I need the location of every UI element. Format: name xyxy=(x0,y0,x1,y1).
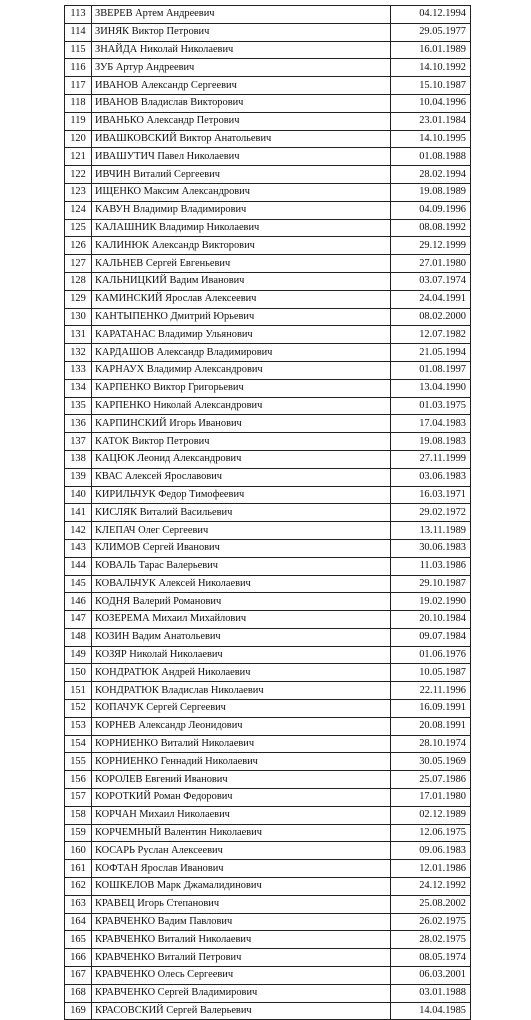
row-number-cell: 144 xyxy=(65,557,92,575)
birth-date-cell: 09.07.1984 xyxy=(391,628,471,646)
row-number-cell: 137 xyxy=(65,433,92,451)
table-row xyxy=(65,753,471,771)
full-name-cell: КОРОЛЕВ Евгений Иванович xyxy=(92,771,391,789)
full-name-cell: КОВАЛЬЧУК Алексей Николаевич xyxy=(92,575,391,593)
row-number-cell: 155 xyxy=(65,753,92,771)
birth-date-cell: 30.05.1969 xyxy=(391,753,471,771)
table-row xyxy=(65,895,471,913)
birth-date-cell: 03.07.1974 xyxy=(391,272,471,290)
row-number-cell: 133 xyxy=(65,361,92,379)
row-number-cell: 156 xyxy=(65,771,92,789)
table-row xyxy=(65,1002,471,1020)
row-number-cell: 168 xyxy=(65,984,92,1002)
row-number-cell: 162 xyxy=(65,878,92,896)
row-number-cell: 153 xyxy=(65,717,92,735)
full-name-cell: КОВАЛЬ Тарас Валерьевич xyxy=(92,557,391,575)
full-name-cell: КОРНЕВ Александр Леонидович xyxy=(92,717,391,735)
full-name-cell: КОРЧАН Михаил Николаевич xyxy=(92,806,391,824)
table-row xyxy=(65,931,471,949)
row-number-cell: 122 xyxy=(65,166,92,184)
row-number-cell: 116 xyxy=(65,59,92,77)
full-name-cell: КОПАЧУК Сергей Сергеевич xyxy=(92,700,391,718)
birth-date-cell: 13.04.1990 xyxy=(391,379,471,397)
birth-date-cell: 27.11.1999 xyxy=(391,450,471,468)
row-number-cell: 117 xyxy=(65,77,92,95)
full-name-cell: КОРНИЕНКО Виталий Николаевич xyxy=(92,735,391,753)
table-row xyxy=(65,806,471,824)
row-number-cell: 121 xyxy=(65,148,92,166)
birth-date-cell: 29.10.1987 xyxy=(391,575,471,593)
birth-date-cell: 27.01.1980 xyxy=(391,255,471,273)
full-name-cell: ЗНАЙДА Николай Николаевич xyxy=(92,41,391,59)
full-name-cell: ИВАШКОВСКИЙ Виктор Анатольевич xyxy=(92,130,391,148)
table-row xyxy=(65,183,471,201)
full-name-cell: ЗИНЯК Виктор Петрович xyxy=(92,23,391,41)
birth-date-cell: 28.02.1994 xyxy=(391,166,471,184)
row-number-cell: 165 xyxy=(65,931,92,949)
row-number-cell: 119 xyxy=(65,112,92,130)
full-name-cell: ИВАНОВ Александр Сергеевич xyxy=(92,77,391,95)
table-row xyxy=(65,272,471,290)
table-row xyxy=(65,771,471,789)
row-number-cell: 149 xyxy=(65,646,92,664)
full-name-cell: КАЦЮК Леонид Александрович xyxy=(92,450,391,468)
row-number-cell: 126 xyxy=(65,237,92,255)
table-row xyxy=(65,664,471,682)
row-number-cell: 158 xyxy=(65,806,92,824)
row-number-cell: 161 xyxy=(65,860,92,878)
table-row xyxy=(65,984,471,1002)
birth-date-cell: 01.08.1997 xyxy=(391,361,471,379)
birth-date-cell: 22.11.1996 xyxy=(391,682,471,700)
row-number-cell: 123 xyxy=(65,183,92,201)
birth-date-cell: 03.01.1988 xyxy=(391,984,471,1002)
birth-date-cell: 28.10.1974 xyxy=(391,735,471,753)
row-number-cell: 132 xyxy=(65,344,92,362)
birth-date-cell: 16.03.1971 xyxy=(391,486,471,504)
birth-date-cell: 19.08.1989 xyxy=(391,183,471,201)
row-number-cell: 141 xyxy=(65,504,92,522)
table-row xyxy=(65,148,471,166)
birth-date-cell: 12.07.1982 xyxy=(391,326,471,344)
table-row xyxy=(65,344,471,362)
birth-date-cell: 17.01.1980 xyxy=(391,789,471,807)
table-row xyxy=(65,789,471,807)
row-number-cell: 143 xyxy=(65,539,92,557)
birth-date-cell: 01.03.1975 xyxy=(391,397,471,415)
table-row xyxy=(65,450,471,468)
table-row xyxy=(65,593,471,611)
row-number-cell: 134 xyxy=(65,379,92,397)
birth-date-cell: 30.06.1983 xyxy=(391,539,471,557)
table-row xyxy=(65,6,471,24)
table-row xyxy=(65,967,471,985)
table-row xyxy=(65,717,471,735)
birth-date-cell: 24.12.1992 xyxy=(391,878,471,896)
table-row xyxy=(65,878,471,896)
full-name-cell: КРАВЕЦ Игорь Степанович xyxy=(92,895,391,913)
row-number-cell: 113 xyxy=(65,6,92,24)
table-row xyxy=(65,201,471,219)
birth-date-cell: 17.04.1983 xyxy=(391,415,471,433)
table-row xyxy=(65,824,471,842)
birth-date-cell: 13.11.1989 xyxy=(391,522,471,540)
full-name-cell: КОЗИН Вадим Анатольевич xyxy=(92,628,391,646)
birth-date-cell: 01.08.1988 xyxy=(391,148,471,166)
table-row xyxy=(65,361,471,379)
birth-date-cell: 11.03.1986 xyxy=(391,557,471,575)
full-name-cell: КАТОК Виктор Петрович xyxy=(92,433,391,451)
table-row xyxy=(65,949,471,967)
row-number-cell: 148 xyxy=(65,628,92,646)
full-name-cell: ИВАНЬКО Александр Петрович xyxy=(92,112,391,130)
birth-date-cell: 19.02.1990 xyxy=(391,593,471,611)
row-number-cell: 129 xyxy=(65,290,92,308)
full-name-cell: КРАВЧЕНКО Олесь Сергеевич xyxy=(92,967,391,985)
full-name-cell: КИСЛЯК Виталий Васильевич xyxy=(92,504,391,522)
row-number-cell: 125 xyxy=(65,219,92,237)
full-name-cell: КОЗЕРЕМА Михаил Михайлович xyxy=(92,611,391,629)
full-name-cell: КАРПИНСКИЙ Игорь Иванович xyxy=(92,415,391,433)
full-name-cell: КАНТЫПЕНКО Дмитрий Юрьевич xyxy=(92,308,391,326)
birth-date-cell: 25.07.1986 xyxy=(391,771,471,789)
full-name-cell: КАЛЬНЕВ Сергей Евгеньевич xyxy=(92,255,391,273)
row-number-cell: 142 xyxy=(65,522,92,540)
birth-date-cell: 08.02.2000 xyxy=(391,308,471,326)
table-row xyxy=(65,77,471,95)
full-name-cell: ЗВЕРЕВ Артем Андреевич xyxy=(92,6,391,24)
table-row xyxy=(65,290,471,308)
row-number-cell: 169 xyxy=(65,1002,92,1020)
table-row xyxy=(65,23,471,41)
full-name-cell: КВАС Алексей Ярославович xyxy=(92,468,391,486)
full-name-cell: КИРИЛЬЧУК Федор Тимофеевич xyxy=(92,486,391,504)
full-name-cell: КОШКЕЛОВ Марк Джамалидинович xyxy=(92,878,391,896)
full-name-cell: КРАВЧЕНКО Виталий Петрович xyxy=(92,949,391,967)
birth-date-cell: 16.09.1991 xyxy=(391,700,471,718)
birth-date-cell: 24.04.1991 xyxy=(391,290,471,308)
table-row xyxy=(65,326,471,344)
row-number-cell: 145 xyxy=(65,575,92,593)
table-row xyxy=(65,379,471,397)
birth-date-cell: 19.08.1983 xyxy=(391,433,471,451)
row-number-cell: 159 xyxy=(65,824,92,842)
table-row xyxy=(65,130,471,148)
full-name-cell: ЗУБ Артур Андреевич xyxy=(92,59,391,77)
full-name-cell: КАЛАШНИК Владимир Николаевич xyxy=(92,219,391,237)
table-row xyxy=(65,94,471,112)
table-row xyxy=(65,646,471,664)
table-row xyxy=(65,735,471,753)
row-number-cell: 154 xyxy=(65,735,92,753)
full-name-cell: КОРЧЕМНЫЙ Валентин Николаевич xyxy=(92,824,391,842)
full-name-cell: КАРПЕНКО Виктор Григорьевич xyxy=(92,379,391,397)
row-number-cell: 136 xyxy=(65,415,92,433)
birth-date-cell: 12.06.1975 xyxy=(391,824,471,842)
table-row xyxy=(65,41,471,59)
table-row xyxy=(65,682,471,700)
row-number-cell: 152 xyxy=(65,700,92,718)
table-row xyxy=(65,842,471,860)
row-number-cell: 139 xyxy=(65,468,92,486)
birth-date-cell: 21.05.1994 xyxy=(391,344,471,362)
birth-date-cell: 28.02.1975 xyxy=(391,931,471,949)
birth-date-cell: 16.01.1989 xyxy=(391,41,471,59)
row-number-cell: 140 xyxy=(65,486,92,504)
table-row xyxy=(65,468,471,486)
birth-date-cell: 25.08.2002 xyxy=(391,895,471,913)
full-name-cell: КАРПЕНКО Николай Александрович xyxy=(92,397,391,415)
birth-date-cell: 06.03.2001 xyxy=(391,967,471,985)
birth-date-cell: 08.05.1974 xyxy=(391,949,471,967)
full-name-cell: КОРОТКИЙ Роман Федорович xyxy=(92,789,391,807)
table-row xyxy=(65,255,471,273)
full-name-cell: КАРАТАНАС Владимир Ульянович xyxy=(92,326,391,344)
table-row xyxy=(65,308,471,326)
full-name-cell: КОНДРАТЮК Владислав Николаевич xyxy=(92,682,391,700)
row-number-cell: 120 xyxy=(65,130,92,148)
full-name-cell: КАЛЬНИЦКИЙ Вадим Иванович xyxy=(92,272,391,290)
birth-date-cell: 15.10.1987 xyxy=(391,77,471,95)
row-number-cell: 146 xyxy=(65,593,92,611)
row-number-cell: 135 xyxy=(65,397,92,415)
row-number-cell: 115 xyxy=(65,41,92,59)
roster-table xyxy=(64,5,471,1020)
full-name-cell: КРАВЧЕНКО Виталий Николаевич xyxy=(92,931,391,949)
birth-date-cell: 14.10.1992 xyxy=(391,59,471,77)
row-number-cell: 130 xyxy=(65,308,92,326)
birth-date-cell: 29.05.1977 xyxy=(391,23,471,41)
table-row xyxy=(65,504,471,522)
birth-date-cell: 14.04.1985 xyxy=(391,1002,471,1020)
row-number-cell: 151 xyxy=(65,682,92,700)
table-row xyxy=(65,557,471,575)
full-name-cell: КАРНАУХ Владимир Александрович xyxy=(92,361,391,379)
birth-date-cell: 29.12.1999 xyxy=(391,237,471,255)
full-name-cell: КАМИНСКИЙ Ярослав Алексеевич xyxy=(92,290,391,308)
table-row xyxy=(65,166,471,184)
birth-date-cell: 03.06.1983 xyxy=(391,468,471,486)
table-row xyxy=(65,433,471,451)
table-row xyxy=(65,700,471,718)
full-name-cell: КОЗЯР Николай Николаевич xyxy=(92,646,391,664)
full-name-cell: ИВЧИН Виталий Сергеевич xyxy=(92,166,391,184)
row-number-cell: 128 xyxy=(65,272,92,290)
full-name-cell: КЛИМОВ Сергей Иванович xyxy=(92,539,391,557)
row-number-cell: 150 xyxy=(65,664,92,682)
row-number-cell: 114 xyxy=(65,23,92,41)
birth-date-cell: 01.06.1976 xyxy=(391,646,471,664)
full-name-cell: КОДНЯ Валерий Романович xyxy=(92,593,391,611)
full-name-cell: КОРНИЕНКО Геннадий Николаевич xyxy=(92,753,391,771)
table-row xyxy=(65,575,471,593)
full-name-cell: КАВУН Владимир Владимирович xyxy=(92,201,391,219)
table-row xyxy=(65,219,471,237)
row-number-cell: 147 xyxy=(65,611,92,629)
row-number-cell: 138 xyxy=(65,450,92,468)
birth-date-cell: 02.12.1989 xyxy=(391,806,471,824)
row-number-cell: 157 xyxy=(65,789,92,807)
table-row xyxy=(65,59,471,77)
roster-table-body xyxy=(65,6,471,1020)
full-name-cell: ИЩЕНКО Максим Александрович xyxy=(92,183,391,201)
birth-date-cell: 23.01.1984 xyxy=(391,112,471,130)
table-row xyxy=(65,913,471,931)
birth-date-cell: 20.10.1984 xyxy=(391,611,471,629)
row-number-cell: 167 xyxy=(65,967,92,985)
full-name-cell: ИВАНОВ Владислав Викторович xyxy=(92,94,391,112)
row-number-cell: 166 xyxy=(65,949,92,967)
full-name-cell: КОНДРАТЮК Андрей Николаевич xyxy=(92,664,391,682)
full-name-cell: КРАВЧЕНКО Сергей Владимирович xyxy=(92,984,391,1002)
table-row xyxy=(65,522,471,540)
full-name-cell: КЛЕПАЧ Олег Сергеевич xyxy=(92,522,391,540)
full-name-cell: КАЛИНЮК Александр Викторович xyxy=(92,237,391,255)
full-name-cell: КОСАРЬ Руслан Алексеевич xyxy=(92,842,391,860)
table-row xyxy=(65,860,471,878)
row-number-cell: 131 xyxy=(65,326,92,344)
birth-date-cell: 26.02.1975 xyxy=(391,913,471,931)
table-row xyxy=(65,628,471,646)
full-name-cell: КАРДАШОВ Александр Владимирович xyxy=(92,344,391,362)
birth-date-cell: 12.01.1986 xyxy=(391,860,471,878)
table-row xyxy=(65,486,471,504)
row-number-cell: 163 xyxy=(65,895,92,913)
table-row xyxy=(65,237,471,255)
full-name-cell: КРАСОВСКИЙ Сергей Валерьевич xyxy=(92,1002,391,1020)
table-row xyxy=(65,611,471,629)
table-row xyxy=(65,539,471,557)
row-number-cell: 127 xyxy=(65,255,92,273)
row-number-cell: 124 xyxy=(65,201,92,219)
birth-date-cell: 20.08.1991 xyxy=(391,717,471,735)
row-number-cell: 160 xyxy=(65,842,92,860)
birth-date-cell: 14.10.1995 xyxy=(391,130,471,148)
row-number-cell: 164 xyxy=(65,913,92,931)
birth-date-cell: 04.12.1994 xyxy=(391,6,471,24)
birth-date-cell: 10.04.1996 xyxy=(391,94,471,112)
birth-date-cell: 29.02.1972 xyxy=(391,504,471,522)
full-name-cell: КРАВЧЕНКО Вадим Павлович xyxy=(92,913,391,931)
full-name-cell: ИВАШУТИЧ Павел Николаевич xyxy=(92,148,391,166)
row-number-cell: 118 xyxy=(65,94,92,112)
birth-date-cell: 10.05.1987 xyxy=(391,664,471,682)
birth-date-cell: 04.09.1996 xyxy=(391,201,471,219)
birth-date-cell: 08.08.1992 xyxy=(391,219,471,237)
table-row xyxy=(65,415,471,433)
table-row xyxy=(65,397,471,415)
table-row xyxy=(65,112,471,130)
birth-date-cell: 09.06.1983 xyxy=(391,842,471,860)
full-name-cell: КОФТАН Ярослав Иванович xyxy=(92,860,391,878)
